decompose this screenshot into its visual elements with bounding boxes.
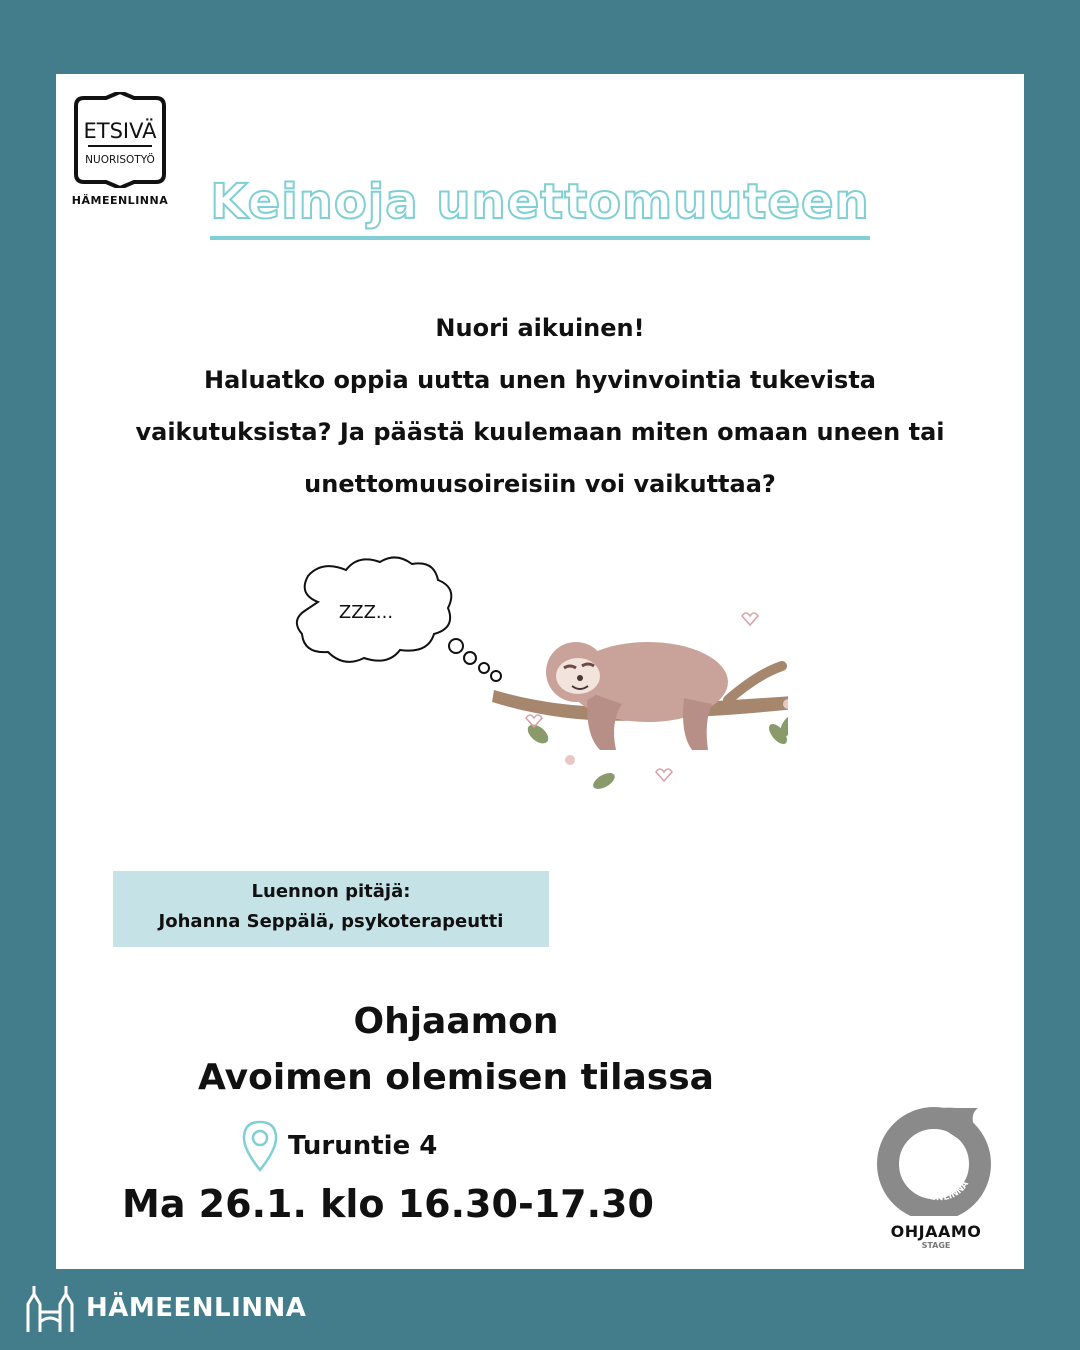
speaker-name: Johanna Seppälä, psykoterapeutti [158, 911, 504, 932]
ohjaamo-ring-text: HÄMEENLINNA [904, 1177, 972, 1204]
poster-title-text: Keinoja unettomuuteen [210, 174, 869, 240]
intro-line-3: vaikutuksista? Ja päästä kuulemaan miten omaan uneen tai [135, 418, 945, 446]
dot-decoration [565, 755, 575, 765]
ohjaamo-ring-icon [874, 1104, 998, 1216]
intro-line-1: Nuori aikuinen! [435, 314, 645, 342]
sleeping-sloth-illustration [288, 554, 788, 794]
speaker-box [113, 871, 549, 947]
etsiva-line1: ETSIVÄ [83, 119, 157, 143]
thought-cloud-icon [297, 557, 501, 681]
etsiva-line2: NUORISOTYÖ [85, 154, 155, 166]
address [242, 1118, 437, 1174]
location-pin-icon [242, 1120, 278, 1172]
event-datetime: Ma 26.1. klo 16.30-17.30 [122, 1182, 654, 1226]
ohjaamo-name: OHJAAMO [890, 1222, 982, 1241]
intro-text [76, 302, 1004, 510]
venue [176, 994, 736, 1106]
ohjaamo-sub: STAGE [921, 1241, 951, 1250]
poster-card [56, 74, 1024, 1269]
footer-city-text: HÄMEENLINNA [86, 1293, 307, 1323]
venue-line-2: Avoimen olemisen tilassa [198, 1057, 714, 1098]
footer-hameenlinna-logo [24, 1280, 306, 1336]
hameenlinna-castle-icon [24, 1282, 76, 1334]
venue-line-1: Ohjaamon [353, 1001, 559, 1042]
intro-line-2: Haluatko oppia uutta unen hyvinvointia tukevista [204, 366, 876, 394]
speaker-label: Luennon pitäjä: [251, 881, 411, 902]
sloth-icon [546, 642, 728, 750]
etsiva-city-label: HÄMEENLINNA [71, 194, 169, 207]
intro-line-4: unettomuusoireisiin voi vaikuttaa? [304, 470, 776, 498]
thought-bubble-text: ZZZ... [338, 602, 394, 623]
address-text: Turuntie 4 [288, 1131, 438, 1161]
ohjaamo-logo [874, 1104, 998, 1264]
poster-title [56, 174, 1024, 240]
